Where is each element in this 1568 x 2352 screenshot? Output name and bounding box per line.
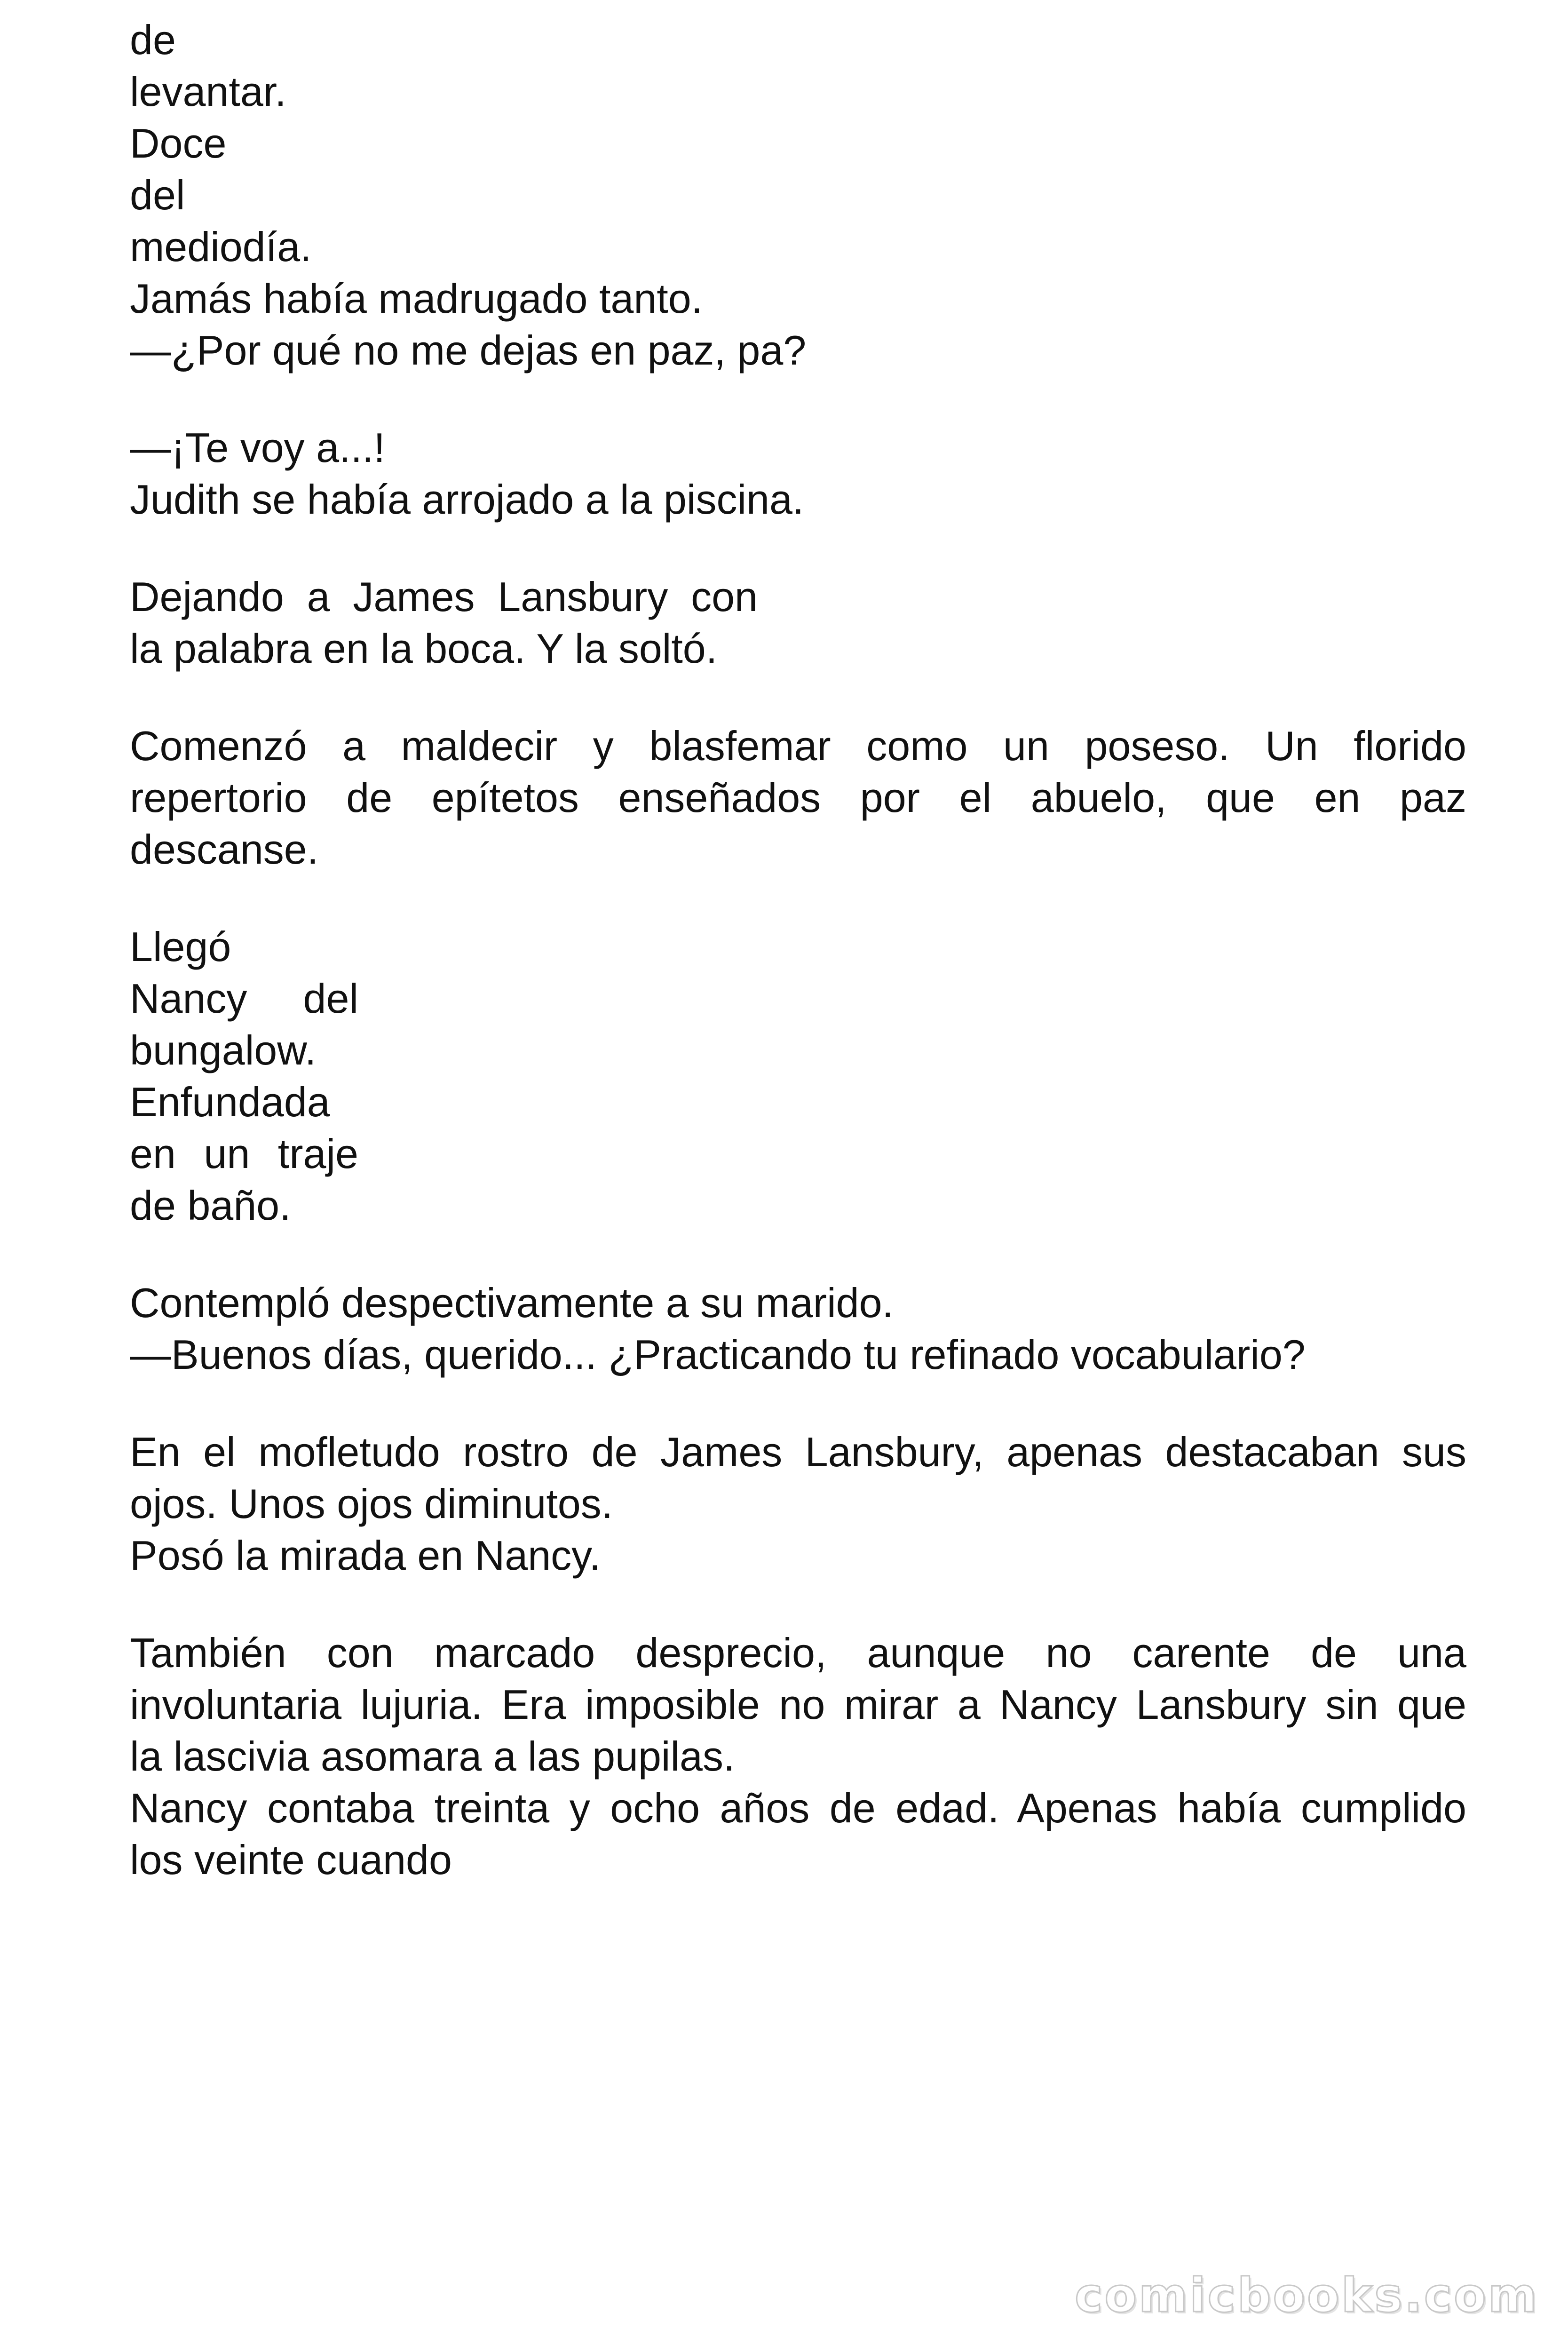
text-line: Enfundada: [130, 1079, 330, 1125]
text-line: involuntaria lujuria. Era imposible no mirar a Nancy Lansbury sin que: [130, 1681, 1466, 1728]
paragraph: [130, 1426, 1466, 1581]
text-line: bungalow.: [130, 1027, 317, 1073]
text-line: —Buenos días, querido... ¿Practicando tu refinado vocabulario?: [130, 1331, 1306, 1378]
paragraph: [130, 720, 1466, 875]
text-line: Posó la mirada en Nancy.: [130, 1532, 601, 1579]
paragraph: [130, 571, 1466, 675]
paragraph: [130, 1277, 1466, 1381]
text-line: En el mofletudo rostro de James Lansbury, apenas destacaban sus: [130, 1429, 1466, 1475]
text-line: Doce: [130, 120, 227, 167]
text-line: levantar.: [130, 68, 286, 115]
text-line: También con marcado desprecio, aunque no carente de una: [130, 1629, 1466, 1676]
text-line: Contempló despectivamente a su marido.: [130, 1279, 894, 1326]
body-text: [130, 14, 1466, 1931]
text-line: de baño.: [130, 1182, 291, 1229]
text-line: Dejando a James Lansbury con: [130, 573, 758, 620]
watermark: comicbooks.com: [1075, 2268, 1539, 2323]
text-line: de: [130, 16, 176, 63]
text-line: Comenzó a maldecir y blasfemar como un poseso. Un florido: [130, 723, 1466, 769]
text-line: —¡Te voy a...!: [130, 424, 385, 471]
text-line: en un traje: [130, 1130, 358, 1177]
paragraph: [130, 14, 1466, 376]
text-line: la palabra en la boca. Y la soltó.: [130, 625, 718, 672]
text-line: Llegó: [130, 923, 231, 970]
text-line: del: [130, 172, 185, 218]
paragraph: [130, 921, 1466, 1232]
text-line: la lascivia asomara a las pupilas.: [130, 1733, 735, 1780]
paragraph: [130, 1627, 1466, 1886]
text-line: —¿Por qué no me dejas en paz, pa?: [130, 327, 807, 373]
paragraph: [130, 422, 1466, 525]
text-line: repertorio de epítetos enseñados por el abuelo, que en paz: [130, 774, 1466, 821]
text-line: mediodía.: [130, 223, 312, 270]
text-line: Jamás había madrugado tanto.: [130, 275, 703, 322]
text-line: ojos. Unos ojos diminutos.: [130, 1480, 613, 1527]
text-line: los veinte cuando: [130, 1836, 452, 1883]
text-line: Judith se había arrojado a la piscina.: [130, 476, 804, 523]
text-line: Nancy contaba treinta y ocho años de edad. Apenas había cumplido: [130, 1785, 1466, 1831]
text-line: descanse.: [130, 826, 319, 873]
text-line: Nancy del: [130, 975, 358, 1022]
